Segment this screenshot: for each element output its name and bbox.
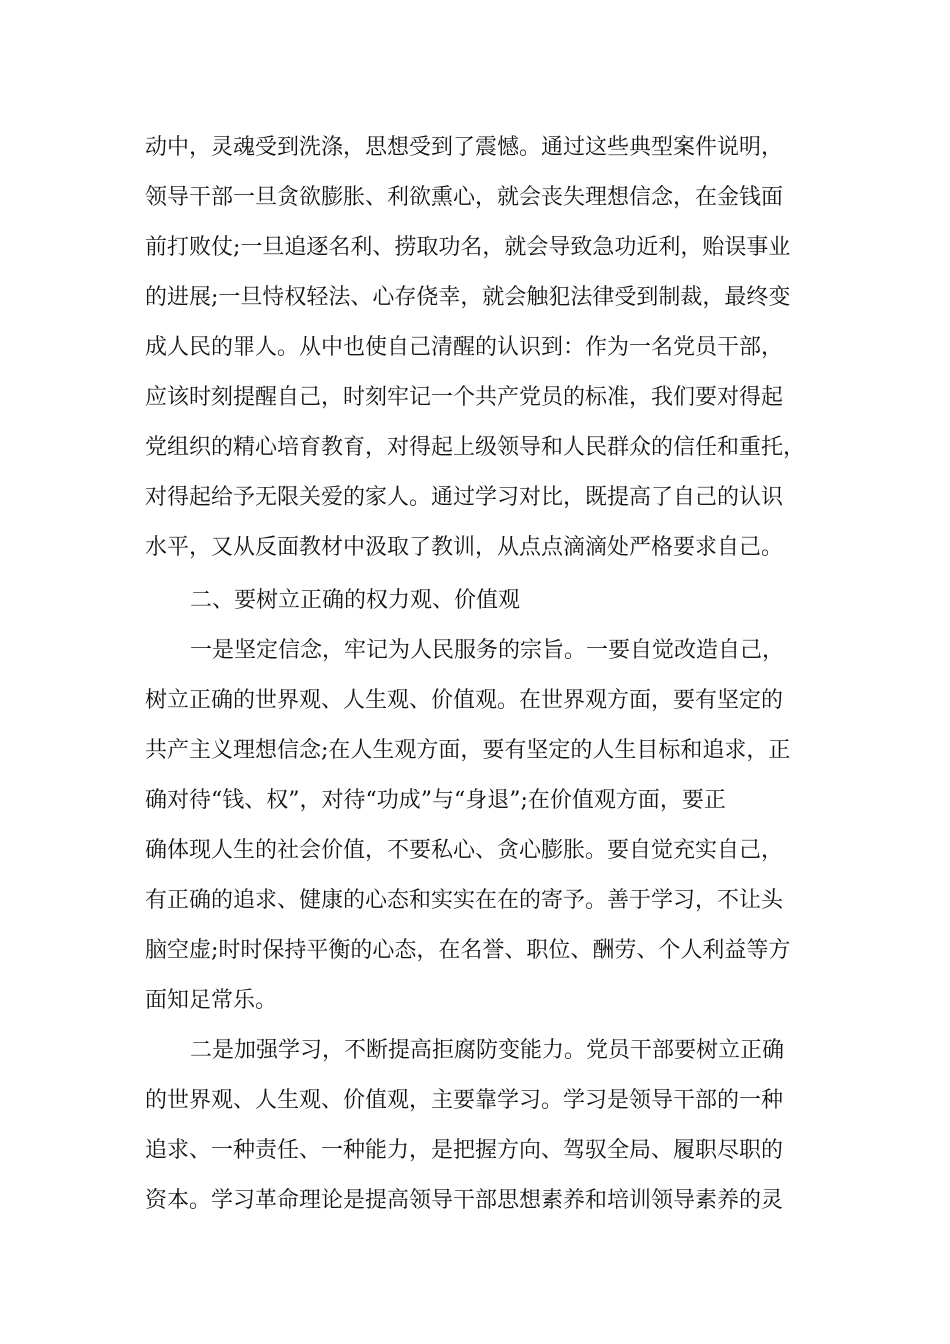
text-line: 前打败仗;一旦追逐名利、捞取功名，就会导致急功近利，贻误事业 xyxy=(145,235,791,260)
text-line: 应该时刻提醒自己，时刻牢记一个共产党员的标准，我们要对得起 xyxy=(145,385,784,410)
text-line: 水平，又从反面教材中汲取了教训，从点点滴滴处严格要求自己。 xyxy=(145,535,784,560)
text-line: 对得起给予无限关爱的家人。通过学习对比，既提高了自己的认识 xyxy=(145,485,784,510)
text-line: 资本。学习革命理论是提高领导干部思想素养和培训领导素养的灵 xyxy=(145,1188,784,1213)
text-line: 成人民的罪人。从中也使自己清醒的认识到：作为一名党员干部， xyxy=(145,335,784,360)
text-line: 确对待“钱、权”，对待“功成”与“身退”;在价值观方面，要正 xyxy=(145,788,726,813)
text-line: 面知足常乐。 xyxy=(145,988,278,1013)
text-line: 领导干部一旦贪欲膨胀、利欲熏心，就会丧失理想信念，在金钱面 xyxy=(145,185,784,210)
text-line: 有正确的追求、健康的心态和实实在在的寄予。善于学习，不让头 xyxy=(145,888,784,913)
text-line: 党组织的精心培育教育，对得起上级领导和人民群众的信任和重托， xyxy=(145,435,806,460)
paragraph-first-line: 二是加强学习，不断提高拒腐防变能力。党员干部要树立正确 xyxy=(190,1038,785,1063)
text-line: 的世界观、人生观、价值观，主要靠学习。学习是领导干部的一种 xyxy=(145,1088,784,1113)
text-line: 共产主义理想信念;在人生观方面，要有坚定的人生目标和追求，正 xyxy=(145,738,791,763)
text-line: 的进展;一旦恃权轻法、心存侥幸，就会触犯法律受到制裁，最终变 xyxy=(145,285,791,310)
text-line: 脑空虚;时时保持平衡的心态，在名誉、职位、酬劳、个人利益等方 xyxy=(145,938,791,963)
paragraph-first-line: 一是坚定信念，牢记为人民服务的宗旨。一要自觉改造自己， xyxy=(190,638,785,663)
section-heading: 二、要树立正确的权力观、价值观 xyxy=(190,588,521,613)
text-line: 动中，灵魂受到洗涤，思想受到了震憾。通过这些典型案件说明， xyxy=(145,135,784,160)
text-line: 追求、一种责任、一种能力，是把握方向、驾驭全局、履职尽职的 xyxy=(145,1138,784,1163)
text-line: 确体现人生的社会价值，不要私心、贪心膨胀。要自觉充实自己， xyxy=(145,838,784,863)
text-line: 树立正确的世界观、人生观、价值观。在世界观方面，要有坚定的 xyxy=(145,688,784,713)
